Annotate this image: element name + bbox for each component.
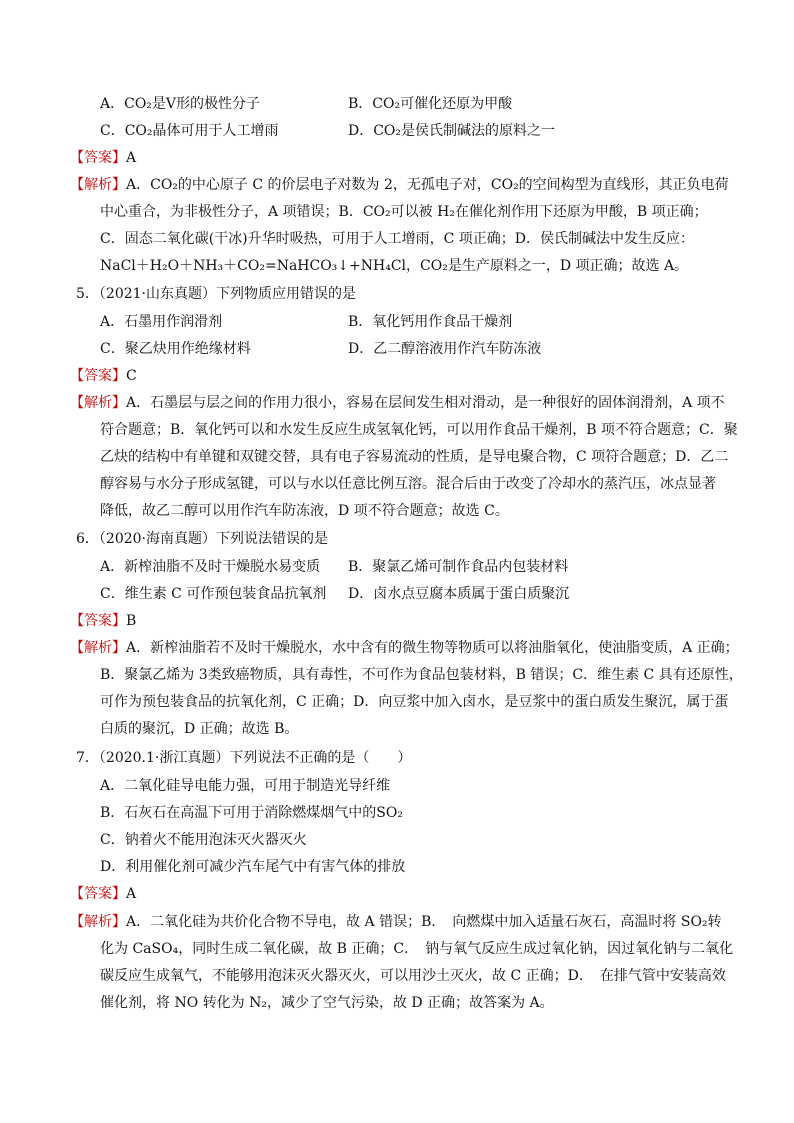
q5-analysis-line: 乙炔的结构中有单键和双键交替，具有电子容易流动的性质，是导电聚合物，C 项符合题意；D．乙二 — [100, 449, 729, 465]
q7-analysis-line: 化为 CaSO₄，同时生成二氧化碳，故 B 正确；C． 钠与氧气反应生成过氧化钠，因过氧化钠与二氧化 — [100, 941, 734, 957]
analysis-text: A．二氧化硅为共价化合物不导电，故 A 错误；B． 向燃煤中加入适量石灰石，高温时将 SO₂转 — [126, 914, 722, 930]
q4-option-a: A．CO₂是V形的极性分子 — [100, 96, 261, 112]
answer-value: B — [126, 613, 137, 629]
analysis-label: 【解析】 — [70, 914, 126, 930]
analysis-label: 【解析】 — [70, 640, 126, 656]
q5-analysis-line: 降低，故乙二醇可以用作汽车防冻液，D 项不符合题意；故选 C。 — [100, 503, 509, 519]
answer-label: 【答案】 — [70, 368, 126, 384]
q7-option-d: D．利用催化剂可减少汽车尾气中有害气体的排放 — [100, 859, 406, 875]
analysis-label: 【解析】 — [70, 395, 126, 411]
q5-answer — [70, 366, 137, 386]
answer-label: 【答案】 — [70, 150, 126, 166]
q6-analysis-line — [70, 638, 739, 658]
answer-value: A — [126, 150, 137, 166]
q7-option-b: B．石灰石在高温下可用于消除燃煤烟气中的SO₂ — [100, 805, 403, 821]
q4-analysis-line: 中心重合，为非极性分子，A 项错误；B．CO₂可以被 H₂在催化剂作用下还原为甲酸，B 项正确； — [100, 204, 708, 220]
q6-answer — [70, 611, 136, 631]
q4-analysis-line: NaCl＋H₂O＋NH₃＋CO₂=NaHCO₃↓+NH₄Cl，CO₂是生产原料之一，D 项正确；故选 A。 — [100, 258, 689, 274]
q5-option-a: A．石墨用作润滑剂 — [100, 314, 223, 330]
q7-analysis-line: 碳反应生成氧气，不能够用泡沫灭火器灭火，可以用沙土灭火，故 C 正确；D． 在排气管中安装高效 — [100, 968, 726, 984]
answer-value: C — [126, 368, 137, 384]
q4-analysis-line: C．固态二氧化碳(干冰)升华时吸热，可用于人工增雨，C 项正确；D．侯氏制碱法中发生反应： — [100, 231, 695, 247]
q7-stem: 7．（2020.1·浙江真题）下列说法不正确的是（ ） — [76, 750, 412, 766]
q4-analysis-line — [70, 175, 729, 195]
analysis-text: A．新榨油脂若不及时干燥脱水，水中含有的微生物等物质可以将油脂氧化，使油脂变质，A 正确； — [126, 640, 739, 656]
q6-analysis-line: 可作为预包装食品的抗氧化剂，C 正确；D．向豆浆中加入卤水，是豆浆中的蛋白质发生聚沉，属于蛋 — [100, 694, 729, 710]
q4-option-c: C．CO₂晶体可用于人工增雨 — [100, 123, 279, 139]
analysis-label: 【解析】 — [70, 177, 126, 193]
answer-value: A — [126, 886, 137, 902]
q6-option-a: A．新榨油脂不及时干燥脱水易变质 — [100, 559, 321, 575]
answer-label: 【答案】 — [70, 886, 126, 902]
q5-option-c: C．聚乙炔用作绝缘材料 — [100, 341, 251, 357]
analysis-text: A．CO₂的中心原子 C 的价层电子对数为 2，无孤电子对，CO₂的空间构型为直线形，其正负电荷 — [126, 177, 729, 193]
q7-option-c: C．钠着火不能用泡沫灭火器灭火 — [100, 832, 307, 848]
analysis-text: A．石墨层与层之间的作用力很小，容易在层间发生相对滑动，是一种很好的固体润滑剂，A 项不 — [126, 395, 725, 411]
q6-stem: 6．（2020·海南真题）下列说法错误的是 — [76, 531, 328, 547]
q6-analysis-line: 白质的聚沉，D 正确；故选 B。 — [100, 721, 299, 737]
q5-analysis-line — [70, 393, 725, 413]
q7-answer — [70, 884, 136, 904]
q4-option-b: B．CO₂可催化还原为甲酸 — [348, 96, 513, 112]
q6-option-d: D．卤水点豆腐本质属于蛋白质聚沉 — [348, 586, 570, 602]
q5-analysis-line: 醇容易与水分子形成氢键，可以与水以任意比例互溶。混合后由于改变了冷却水的蒸汽压，冰点显著 — [100, 476, 716, 492]
q6-option-c: C．维生素 C 可作预包装食品抗氧剂 — [100, 586, 327, 602]
q5-analysis-line: 符合题意；B．氧化钙可以和水发生反应生成氢氧化钙，可以用作食品干燥剂，B 项不符合题意；C．聚 — [100, 422, 738, 438]
answer-label: 【答案】 — [70, 613, 126, 629]
q5-option-b: B．氧化钙用作食品干燥剂 — [348, 314, 513, 330]
q6-option-b: B．聚氯乙烯可制作食品内包装材料 — [348, 559, 569, 575]
q5-stem: 5．（2021·山东真题）下列物质应用错误的是 — [76, 286, 356, 302]
q5-option-d: D．乙二醇溶液用作汽车防冻液 — [348, 341, 542, 357]
q7-option-a: A．二氧化硅导电能力强，可用于制造光导纤维 — [100, 778, 391, 794]
q7-analysis-line: 催化剂，将 NO 转化为 N₂，减少了空气污染，故 D 正确；故答案为 A。 — [100, 995, 554, 1011]
q4-answer — [70, 148, 136, 168]
q7-analysis-line — [70, 912, 722, 932]
q6-analysis-line: B．聚氯乙烯为 3类致癌物质，具有毒性，不可作为食品包装材料，B 错误；C．维生素 C 具有还原性， — [100, 667, 743, 683]
q4-option-d: D．CO₂是侯氏制碱法的原料之一 — [348, 123, 556, 139]
